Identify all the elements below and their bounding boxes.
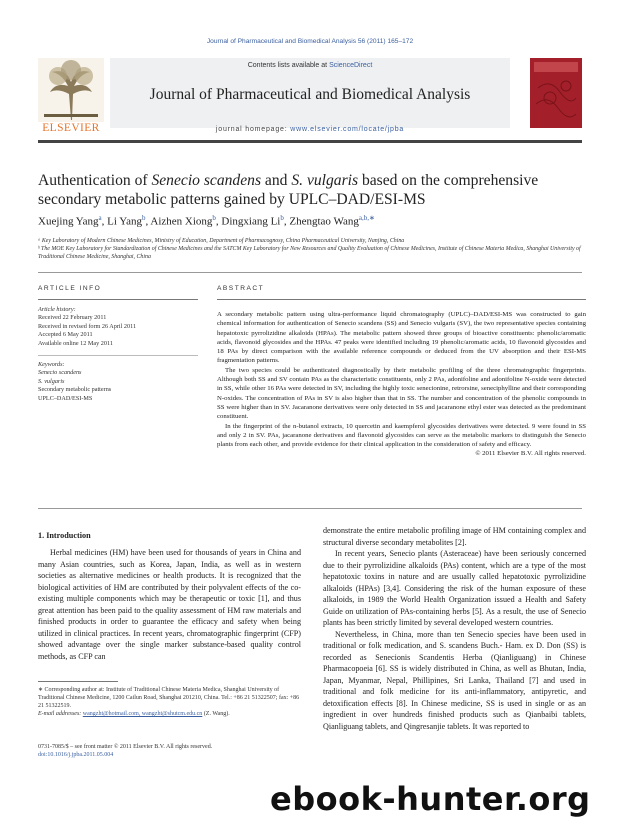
body-paragraph: demonstrate the entire metabolic profiling image of HM containing complex and structural diverse secondary metabolites [2]. [323,526,586,547]
keyword-item: S. vulgaris [38,377,65,385]
abstract-heading: ABSTRACT [217,285,265,292]
keywords-block [38,361,203,403]
author-name[interactable]: Li Yang [107,215,142,228]
journal-name: Journal of Pharmaceutical and Biomedical Analysis [149,86,471,103]
history-label: Article history: [38,306,76,313]
intro-left-column [38,547,301,662]
doi-link[interactable]: doi:10.1016/j.jpba.2011.05.004 [38,752,114,758]
author-name[interactable]: Xuejing Yang [38,215,99,228]
author-list: Xuejing Yang$^a$, Li Yang$^b$, Aizhen Xiong$^b$, Dingxiang Li$^b$, Zhengtao Wang$^{a,b,∗}$ [38,214,375,228]
author-affiliation-mark: b [280,214,284,222]
keywords-rule [38,355,198,356]
article-info-rule [38,299,198,300]
affiliation-rule [38,272,582,273]
homepage-url[interactable]: www.elsevier.com/locate/jpba [290,126,405,133]
article-info-heading: ARTICLE INFO [38,285,102,292]
email-line [38,710,301,718]
author-affiliation-mark: b [212,214,216,222]
issn-line: 0731-7085/$ – see front matter © 2011 Elsevier B.V. All rights reserved. [38,744,213,750]
abstract-paragraph: The two species could be authenticated diagnostically by their metabolic profiling of the three chromatographic fingerprints. Although both SS and SV contain PAs as the characteristic constituents, only 2 PAs, adonifoline and adonifoline N-oxide were detected in SS, while other 16 PAs were detected in SV, including the highly toxic senecionine, retrorsine, seneciphylline and their corresponding N-oxides. The concentration of PAs in SV is also higher than that in SS. The number and concentration of the phenolic compounds in SS were higher than in SV. Jacaranone derivatives were only detected in SS and jacaranone ethyl ester was detected as the predominant constituent. [217,366,586,421]
affiliation-a: ᵃ Key Laboratory of Modern Chinese Medicines, Ministry of Education, Department of Pharmacognosy, China Pharmaceutical University, Nanjing, China [38,238,405,244]
keyword-item: Senecio scandens [38,369,82,377]
author-affiliation-mark: a [98,214,102,222]
keywords-label: Keywords: [38,361,65,368]
body-paragraph: Nevertheless, in China, more than ten Senecio species have been used in traditional or folk medication, and S. scandens Buch.- Ham. ex D. Don (SS) is recorded as Senecionis Scandentis Herba (Qianliguang) in Chinese Pharmacopoeia [6]. SS is widely distributed in China, as well as Bhutan, India, Japan, Myanmar, Nepal, Phillipines, Sri Lanka, Thailand [7] and used in traditional and folk medicine for its anti-inflammatory, antipyretic, and detoxification effects [8]. In Chinese medicine, SS is used in single or as an ingredient in over hundreds finished products such as Qianbaibi tablets, Qianliguang tablets, and Qingresanjie tablets. It was reported to [323,629,586,731]
email-label: E-mail addresses: [38,711,82,717]
footnote-rule [38,681,118,682]
homepage-label: journal homepage: [215,126,288,133]
article-title: Authentication of Senecio scandens and S. vulgaris based on the comprehensive secondary metabolic patterns gained by UPLC–DAD/ESI-MS [38,172,539,208]
article-history [38,306,203,348]
keyword-item: UPLC–DAD/ESI-MS [38,394,93,402]
affiliation-b: ᵇ The MOE Key Laboratory for Standardization of Chinese Medicines and the SATCM Key Laboratory for New Resources and Quality Evaluation of Chinese Medicines, Institute of Chinese Materia Medica, Shanghai University of Traditional Chinese Medicine, Shanghai, China [38,246,581,260]
contents-prefix: Contents lists available at [247,62,328,69]
author-name[interactable]: Zhengtao Wang [289,215,359,228]
history-accepted: Accepted 6 May 2011 [38,331,93,339]
sciencedirect-link[interactable]: ScienceDirect [329,62,373,69]
email-suffix: (Z. Wang). [202,711,230,717]
history-online: Available online 12 May 2011 [38,339,113,347]
body-paragraph: Herbal medicines (HM) have been used for thousands of years in China and many Asian countries, such as Korea, Japan, India, as well as in western societies as alternative medicines or health products. It is recognized that the biological activities of HM are contributed by their polyvalent effects of the co-existing multiple components which may be therapeutic or toxic [1], and thus great attention has been paid to the quality assessment of HM raw materials and finished products in order to guarantee the efficacy and safety when being utilized in clinical practices. In recent years, chromatographic fingerprint (CFP) showed advantage over the single marker substance-based quality control methods, as CFP can [38,548,301,661]
abstract-body [217,310,586,459]
author-name[interactable]: Dingxiang Li [221,215,281,228]
corresponding-author-note [38,686,301,718]
section-heading-introduction: 1. Introduction [38,531,91,540]
elsevier-wordmark: ELSEVIER [42,122,100,134]
site-watermark: ebook-hunter.org [270,780,591,818]
history-revised: Received in revised form 26 April 2011 [38,322,137,330]
abstract-copyright: © 2011 Elsevier B.V. All rights reserved. [475,450,586,458]
journal-cover-thumbnail [530,58,582,128]
journal-citation[interactable]: Journal of Pharmaceutical and Biomedical Analysis 56 (2011) 165–172 [206,38,414,45]
front-matter-note [38,743,301,759]
journal-homepage [110,126,510,133]
abstract-paragraph: In the fingerprint of the n-butanol extracts, 10 quercetin and kaempferol glycosides derivatives were detected. 9 were found in SS and only 2 in SV. PAs, jacaranone derivatives and flavonoid glycosides can serve as the metabolic markers to distinguish the Senecio plants from each other, and provide evidence for their clinical application in the consideration of safety and efficacy. [217,422,586,449]
corresponding-text: ∗ Corresponding author at: Institute of Traditional Chinese Materia Medica, Shanghai University of Traditional Chinese Medicine, 1200 Cailun Road, Shanghai 201210, China. Tel.: +86 21 51322507; fax: +86 21 51322519. [38,687,300,709]
header-rule [38,140,582,143]
author-name[interactable]: Aizhen Xiong [150,215,213,228]
author-affiliation-mark: b [141,214,146,222]
abstract-paragraph: A secondary metabolic pattern using ultra-performance liquid chromatography (UPLC)–DAD/ESI-MS was constructed to gain chemical information for authentication of Senecio scandens (SS) and Senecio vulgaris (SV), the two representative species containing hepatotoxic pyrrolizidine alkaloids (HPAs). The metabolic pattern showed three groups of bioactive constituents: phenolic/aromatic acids, flavonoid glycosides and the HPAs. 47 peaks were identified including 19 phenolic/aromatic acids, 10 flavonoid glycosides and 18 PAs by direct comparison with the available reference compounds or deduced from the UV absorption and their ESI-MS fragmentation patterns. [217,311,586,365]
abstract-end-rule [38,508,582,509]
abstract-rule [217,299,586,300]
history-received: Received 22 February 2011 [38,314,107,322]
intro-right-column [323,525,586,732]
contents-line [110,62,510,69]
body-paragraph: In recent years, Senecio plants (Asteraceae) have been seriously concerned due to their pyrrolizidine alkaloids (PAs) content, which are a type of the most hepatotoxic toxins in nature and are usually called hepatotoxic pyrrolizidine alkaloids (HPAs) [3,4]. Considering the risk of the human exposure of these alkaloids, in 1989 the World Health Organization issued a Health and Safety Guide on utilization of PAs-containing herbs [5]. As a result, the use of Senecio plants has been strictly limited by several developed western countries. [323,549,586,627]
email-links[interactable]: wangzht@hotmail.com, wangzht@shutcm.edu.cn [82,711,203,717]
keyword-item: Secondary metabolic patterns [38,386,112,394]
author-affiliation-mark: a,b,∗ [358,214,375,222]
